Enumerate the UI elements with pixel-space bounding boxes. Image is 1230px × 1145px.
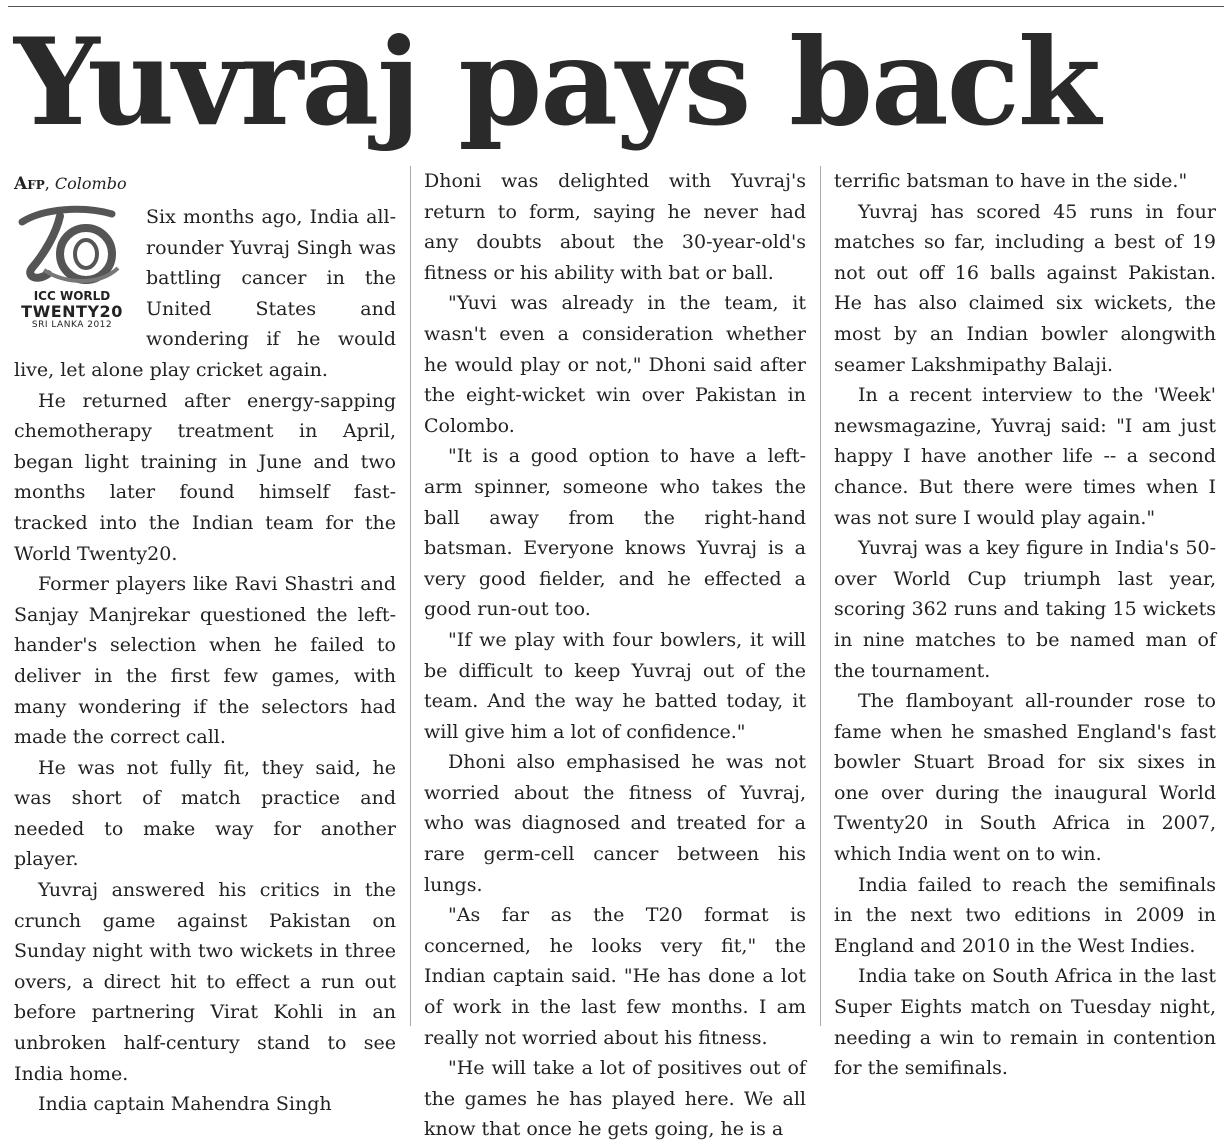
logo-line3: SRI LANKA 2012 [31,320,113,330]
paragraph: He returned after energy-sapping chemotherapy treatment in April, began light training in June and two months later found himself fast-tracked into the Indian team for the World Twenty20. [14,389,396,565]
paragraph: Dhoni was delighted with Yuvraj's return to form, saying he never had any doubts about the 30-year-old's fitness or his ability with bat or ball. [424,170,806,284]
logo-text [14,290,130,331]
headline: Yuvraj pays back [14,12,1099,153]
article-column-3 [834,166,1216,1080]
paragraph: "As far as the T20 format is concerned, he looks very fit," the Indian captain said. "He has done a lot of work in the last few months. I am really not worried about his fitness. [424,904,806,1049]
t20-trophy-icon [14,204,130,290]
paragraph: India failed to reach the semifinals in the next two editions in 2009 in England and 2010 in the West Indies. [834,873,1216,957]
paragraph: terrific batsman to have in the side." [834,170,1188,192]
byline: Afp, Colombo [14,174,127,194]
logo-line2: TWENTY20 [21,302,123,321]
paragraph: Yuvraj answered his critics in the crunch game against Pakistan on Sunday night with two wickets in three overs, a direct hit to effect a run out before partnering Virat Kohli in an unbroken half-century stand to see India home. [14,879,396,1085]
paragraph: The flamboyant all-rounder rose to fame when he smashed England's fast bowler Stuart Broad for six sixes in one over during the inaugural World Twenty20 in South Africa in 2007, which India went on to win. [834,690,1216,866]
paragraph: "It is a good option to have a left-arm spinner, someone who takes the ball away from the right-hand batsman. Everyone knows Yuvraj is a very good fielder, and he effected a good run-out too. [424,445,806,621]
byline-place: Colombo [54,174,127,193]
article-column-2 [424,166,806,1141]
paragraph: India captain Mahendra Singh [38,1093,332,1116]
column-divider [820,166,821,1026]
paragraph: "If we play with four bowlers, it will be difficult to keep Yuvraj out of the team. And the way he batted today, it will give him a lot of confidence." [424,628,806,743]
paragraph: "Yuvi was already in the team, it wasn't even a consideration whether he would play or not," Dhoni said after the eight-wicket win over Pakistan in Colombo. [424,292,806,437]
paragraph: Former players like Ravi Shastri and Sanjay Manjrekar questioned the left-hander's selection when he failed to deliver in the first few games, with many wondering if the selectors had made the correct call. [14,573,396,749]
paragraph: Six months ago, India all-rounder Yuvraj Singh was battling cancer in the United States and wondering if he would live, let alone play cricket again. [14,206,396,381]
paragraph: Dhoni also emphasised he was not worried about the fitness of Yuvraj, who was diagnosed and treated for a rare germ-cell cancer between his lungs. [424,751,806,896]
paragraph: "He will take a lot of positives out of the games he has played here. We all know that once he gets going, he is a [424,1057,806,1141]
paragraph: India take on South Africa in the last Super Eights match on Tuesday night, needing a win to remain in contention for the semifinals. [834,965,1216,1080]
byline-agency: Afp [14,174,45,194]
top-rule [8,6,1224,7]
paragraph: He was not fully fit, they said, he was short of match practice and needed to make way for another player. [14,756,396,871]
paragraph: Yuvraj was a key figure in India's 50-over World Cup triumph last year, scoring 362 runs and taking 15 wickets in nine matches to be named man of the tournament. [834,537,1216,682]
column-divider [410,166,411,1026]
paragraph: Yuvraj has scored 45 runs in four matches so far, including a best of 19 not out off 16 balls against Pakistan. He has also claimed six wickets, the most by an Indian bowler alongwith seamer Lakshmipathy Balaji. [834,200,1216,376]
article-column-1 [14,166,396,1116]
icc-world-twenty20-logo [14,204,130,340]
paragraph: In a recent interview to the 'Week' newsmagazine, Yuvraj said: "I am just happy I have another life -- a second chance. But there were times when I was not sure I would play again." [834,384,1216,529]
logo-line1: ICC WORLD [33,289,111,303]
